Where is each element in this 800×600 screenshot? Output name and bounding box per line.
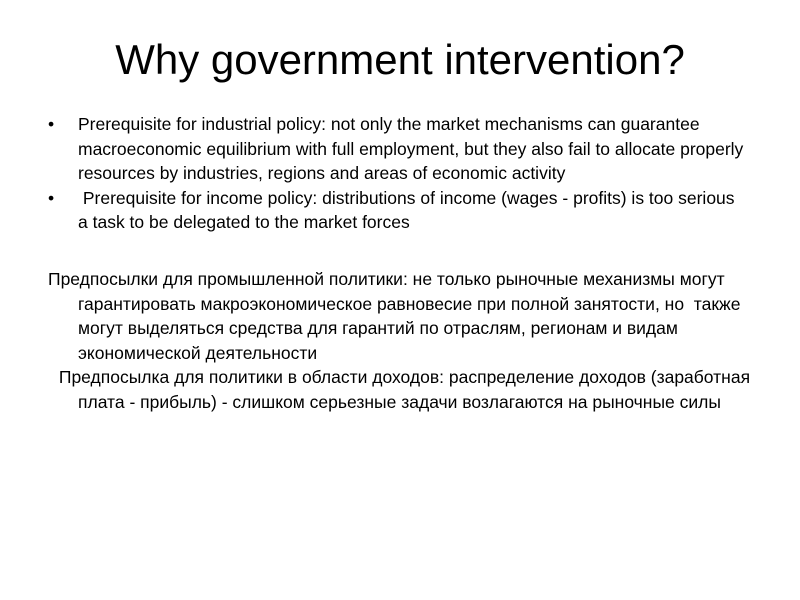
slide-title: Why government intervention? — [115, 36, 685, 83]
bullet-marker: • — [48, 187, 55, 208]
bullet-marker: • — [48, 114, 55, 134]
bullet-item-income-policy — [48, 186, 748, 235]
bullet-item-industrial-policy — [48, 112, 748, 186]
russian-paragraph-industrial-policy: Предпосылки для промышленной политики: не только рыночные механизмы могут гарантировать макроэкономическое равновесие при полной занятости, но также могут выделяться средства для гарантий по отраслям, регионам и видам экономической деятельности — [48, 269, 751, 363]
russian-paragraph-income-policy: Предпосылка для политики в области доходов: распределение доходов (заработная плата - прибыль) - слишком серьезные задачи возлагаются на рыночные силы — [54, 367, 755, 412]
bullet-list — [48, 112, 748, 235]
bullet-text: Prerequisite for income policy: distributions of income (wages - profits) is too serious a task to be delegated to the market forces — [78, 187, 740, 232]
russian-text-block — [48, 267, 758, 414]
bullet-text: Prerequisite for industrial policy: not only the market mechanisms can guarantee macroeconomic equilibrium with full employment, but they also fail to allocate properly resources by industries, regions and areas of economic activity — [78, 114, 744, 183]
